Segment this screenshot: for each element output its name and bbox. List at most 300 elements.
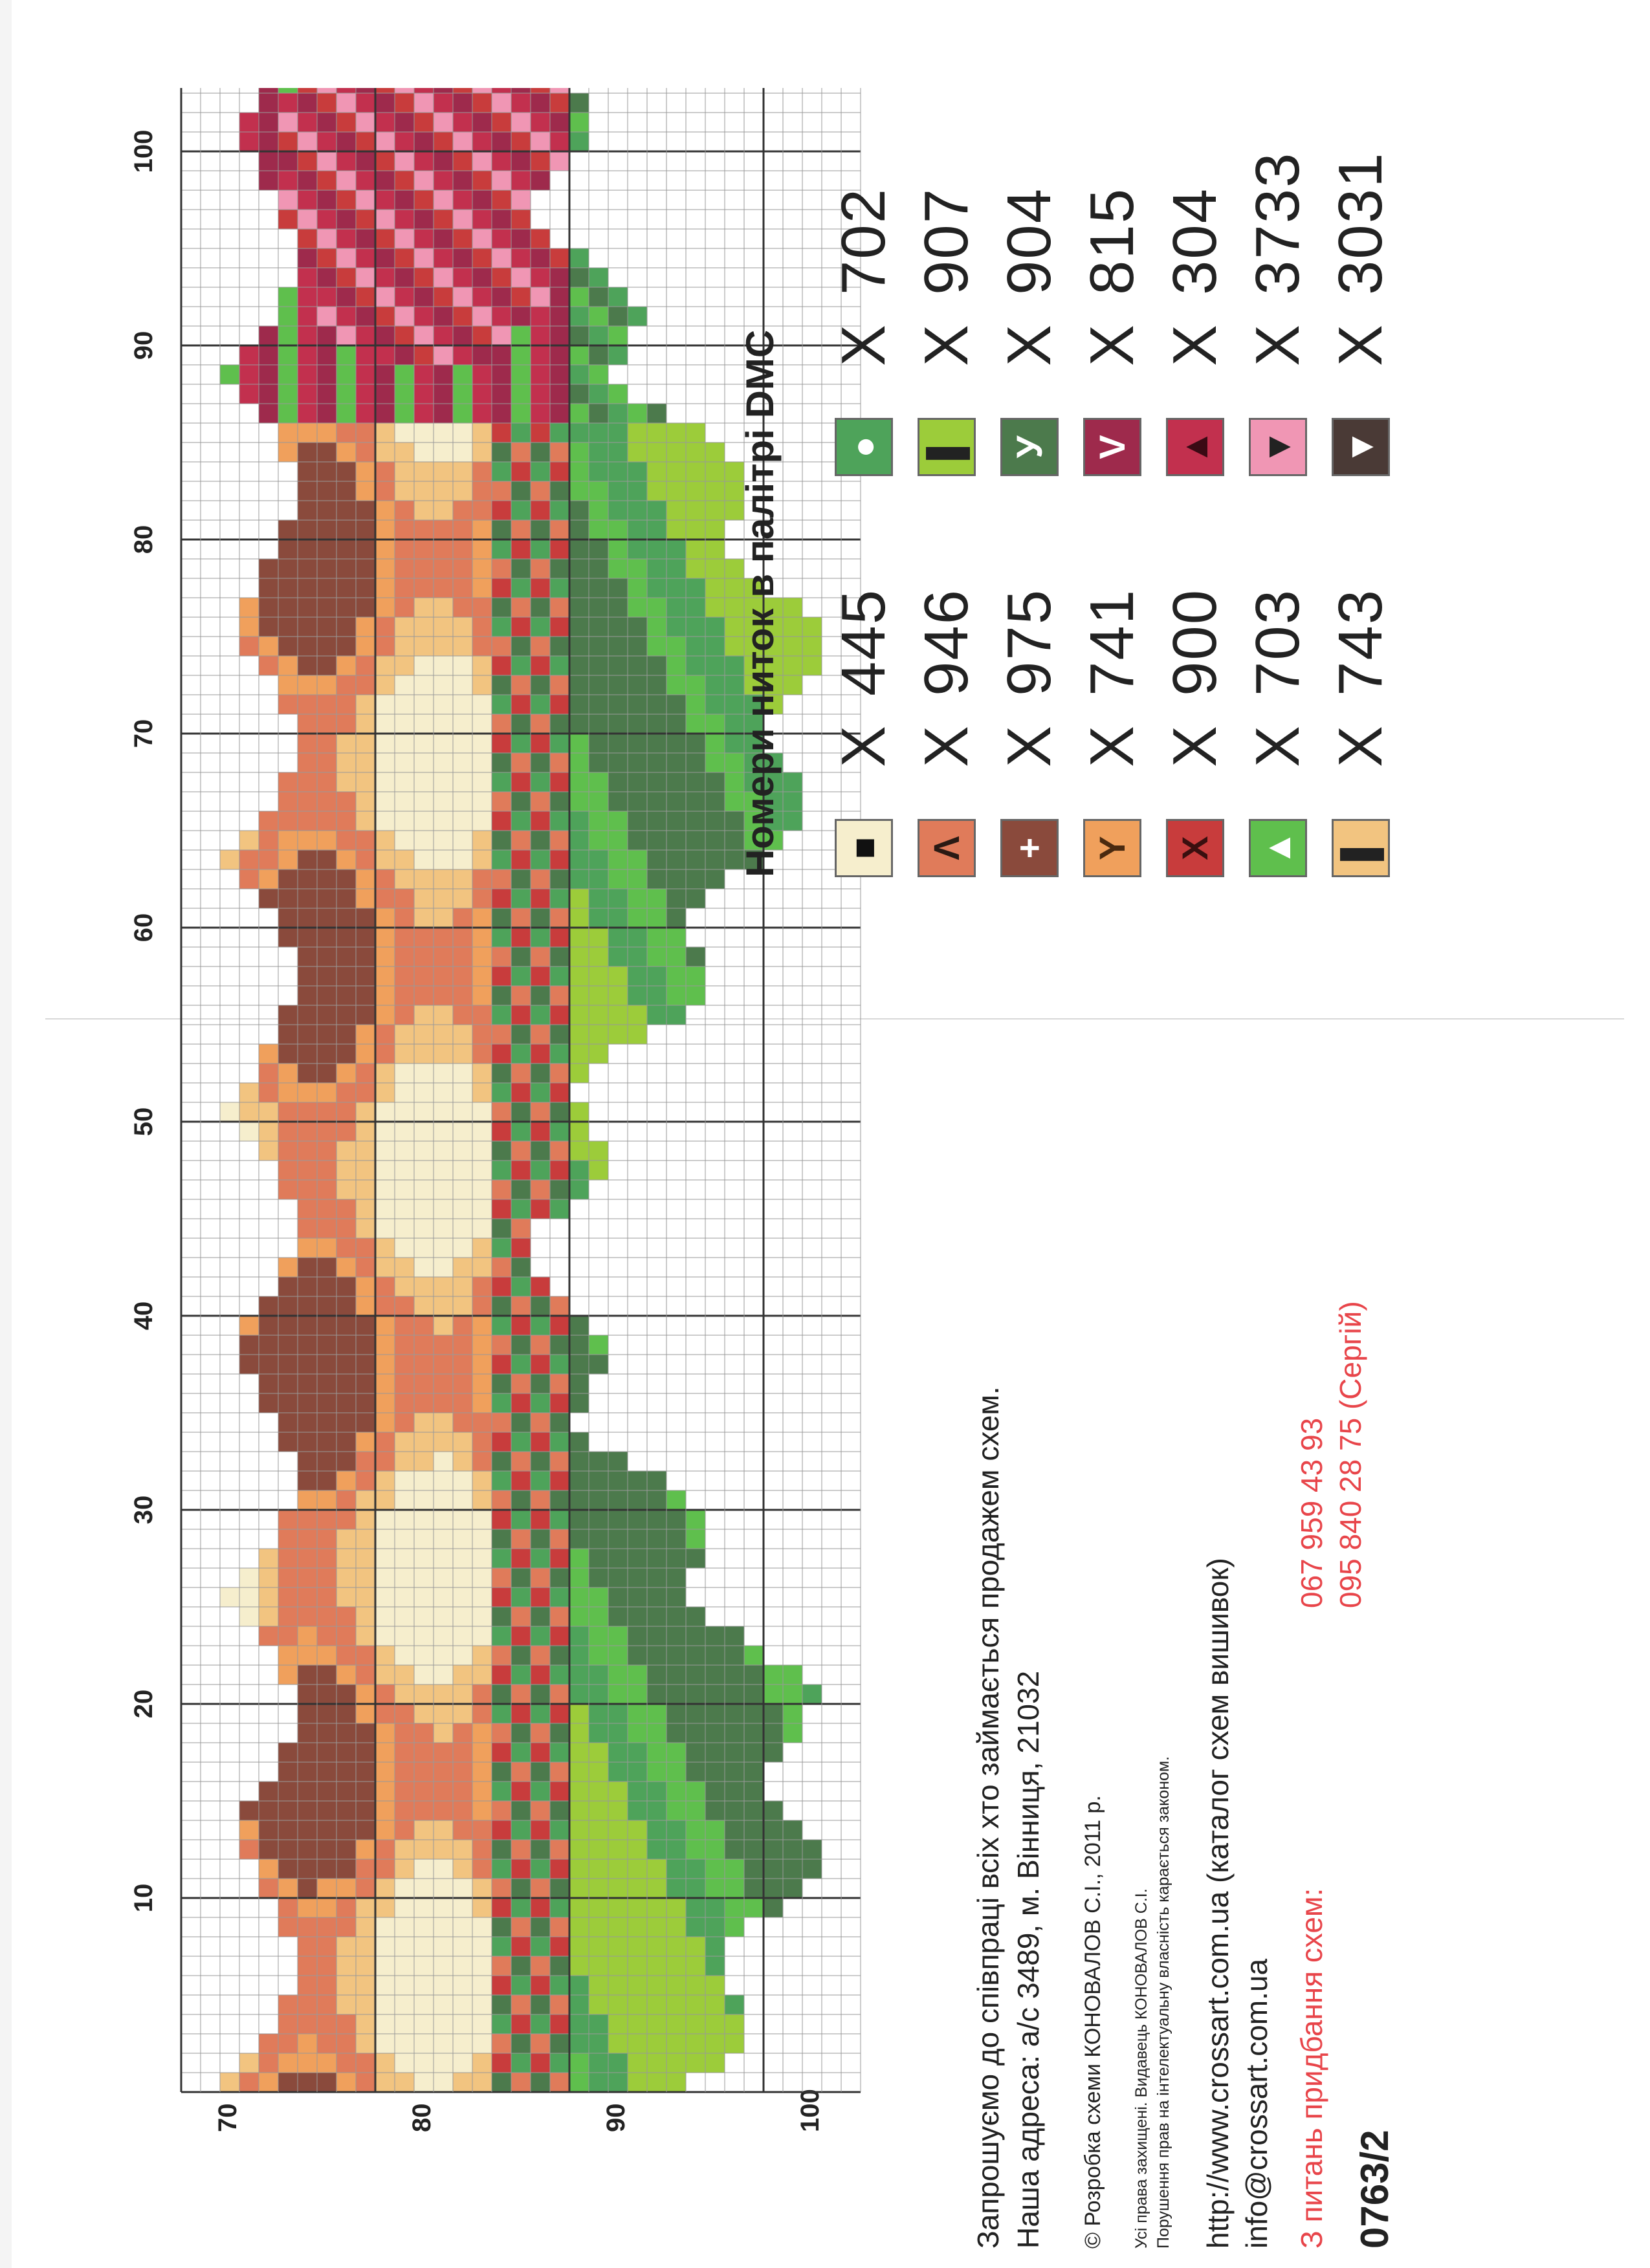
stitch-cell — [569, 792, 589, 811]
stitch-cell — [608, 384, 628, 404]
stitch-cell — [434, 850, 453, 869]
stitch-cell — [414, 889, 434, 908]
stitch-cell — [531, 908, 550, 928]
stitch-cell — [395, 617, 414, 637]
stitch-cell — [550, 1976, 569, 1995]
stitch-cell — [375, 171, 395, 190]
stitch-cell — [744, 1859, 764, 1879]
stitch-cell — [531, 656, 550, 675]
stitch-cell — [511, 1549, 531, 1568]
stitch-cell — [608, 1917, 628, 1937]
stitch-cell — [356, 1510, 375, 1529]
stitch-cell — [259, 2034, 278, 2053]
stitch-cell — [550, 423, 569, 442]
stitch-cell — [492, 326, 511, 345]
stitch-cell — [259, 1549, 278, 1568]
stitch-cell — [666, 1840, 686, 1859]
stitch-cell — [725, 1879, 744, 1898]
stitch-cell — [531, 1743, 550, 1762]
stitch-cell — [608, 1937, 628, 1956]
stitch-cell — [531, 268, 550, 287]
stitch-cell — [589, 1801, 608, 1820]
stitch-cell — [434, 1529, 453, 1549]
stitch-cell — [278, 1820, 298, 1840]
stitch-cell — [511, 1393, 531, 1413]
stitch-cell — [705, 2034, 725, 2053]
stitch-cell — [336, 1801, 356, 1820]
stitch-cell — [336, 578, 356, 598]
stitch-cell — [336, 1122, 356, 1141]
stitch-cell — [375, 190, 395, 210]
stitch-cell — [434, 151, 453, 171]
stitch-cell — [336, 656, 356, 675]
stitch-cell — [453, 578, 472, 598]
stitch-cell — [414, 598, 434, 617]
stitch-cell — [434, 229, 453, 248]
stitch-cell — [375, 481, 395, 501]
stitch-cell — [628, 869, 647, 889]
stitch-cell — [589, 540, 608, 559]
stitch-cell — [472, 1723, 492, 1743]
stitch-cell — [395, 88, 414, 93]
stitch-cell — [356, 656, 375, 675]
stitch-cell — [259, 151, 278, 171]
stitch-cell — [492, 268, 511, 287]
stitch-cell — [531, 792, 550, 811]
stitch-cell — [239, 345, 259, 365]
stitch-cell — [317, 1335, 336, 1355]
stitch-cell — [239, 1820, 259, 1840]
stitch-cell — [375, 1238, 395, 1258]
stitch-cell — [298, 831, 317, 850]
stitch-cell — [298, 1840, 317, 1859]
stitch-cell — [589, 1587, 608, 1607]
stitch-cell — [686, 598, 705, 617]
stitch-cell — [414, 1762, 434, 1782]
stitch-cell — [278, 1005, 298, 1025]
stitch-cell — [472, 675, 492, 695]
stitch-cell — [278, 1801, 298, 1820]
website-link[interactable]: http://www.crossart.com.ua (каталог схем вишивок) — [1201, 1558, 1235, 2249]
stitch-cell — [278, 1122, 298, 1141]
stitch-cell — [492, 171, 511, 190]
column-label-10: 10 — [129, 1883, 158, 1913]
stitch-cell — [608, 2073, 628, 2092]
stitch-cell — [589, 307, 608, 326]
stitch-cell — [453, 1685, 472, 1704]
stitch-cell — [511, 1258, 531, 1277]
stitch-cell — [453, 113, 472, 132]
stitch-cell — [375, 889, 395, 908]
stitch-cell — [395, 869, 414, 889]
stitch-cell — [434, 1782, 453, 1801]
stitch-cell — [628, 307, 647, 326]
stitch-cell — [531, 1277, 550, 1296]
stitch-cell — [550, 1471, 569, 1490]
stitch-cell — [375, 734, 395, 753]
stitch-cell — [259, 1083, 278, 1102]
stitch-cell — [569, 1762, 589, 1782]
stitch-cell — [336, 481, 356, 501]
stitch-cell — [298, 1316, 317, 1335]
stitch-cell — [550, 1820, 569, 1840]
stitch-cell — [472, 1044, 492, 1063]
stitch-cell — [492, 2073, 511, 2092]
stitch-cell — [511, 423, 531, 442]
stitch-cell — [453, 1879, 472, 1898]
stitch-cell — [356, 1219, 375, 1238]
stitch-cell — [608, 326, 628, 345]
stitch-cell — [375, 1568, 395, 1587]
stitch-cell — [550, 1840, 569, 1859]
stitch-cell — [298, 1044, 317, 1063]
stitch-cell — [278, 1258, 298, 1277]
stitch-cell — [356, 1956, 375, 1976]
stitch-cell — [298, 947, 317, 966]
stitch-cell — [317, 637, 336, 656]
stitch-cell — [356, 1898, 375, 1917]
stitch-cell — [705, 462, 725, 481]
stitch-cell — [589, 772, 608, 792]
stitch-cell — [298, 1122, 317, 1141]
stitch-cell — [414, 1005, 434, 1025]
stitch-cell — [472, 1452, 492, 1471]
stitch-cell — [278, 345, 298, 365]
stitch-cell — [395, 1199, 414, 1219]
stitch-cell — [259, 326, 278, 345]
stitch-cell — [472, 287, 492, 307]
stitch-cell — [647, 617, 666, 637]
stitch-cell — [453, 559, 472, 578]
stitch-cell — [569, 598, 589, 617]
stitch-cell — [336, 132, 356, 151]
stitch-cell — [298, 1646, 317, 1665]
stitch-cell — [395, 1685, 414, 1704]
stitch-cell — [608, 656, 628, 675]
stitch-cell — [434, 675, 453, 695]
column-label-40: 40 — [129, 1301, 158, 1331]
stitch-cell — [434, 113, 453, 132]
stitch-cell — [608, 675, 628, 695]
stitch-cell — [686, 966, 705, 986]
stitch-cell — [336, 1898, 356, 1917]
stitch-cell — [589, 1510, 608, 1529]
stitch-cell — [531, 1723, 550, 1743]
stitch-cell — [375, 1102, 395, 1122]
stitch-cell — [298, 287, 317, 307]
stitch-cell — [492, 831, 511, 850]
stitch-cell — [628, 578, 647, 598]
stitch-cell — [336, 1762, 356, 1782]
stitch-cell — [608, 1859, 628, 1879]
stitch-cell — [434, 617, 453, 637]
stitch-cell — [511, 540, 531, 559]
stitch-cell — [278, 850, 298, 869]
stitch-cell — [336, 423, 356, 442]
stitch-cell — [628, 442, 647, 462]
stitch-cell — [453, 1432, 472, 1452]
stitch-cell — [531, 617, 550, 637]
stitch-cell — [511, 986, 531, 1005]
stitch-cell — [569, 1490, 589, 1510]
stitch-cell — [783, 1859, 802, 1879]
address-text: Наша адреса: а/с 3489, м. Вінниця, 21032 — [1011, 1670, 1045, 2249]
stitch-cell — [569, 1549, 589, 1568]
email-link[interactable]: info@crossart.com.ua — [1240, 1958, 1273, 2249]
stitch-cell — [395, 1917, 414, 1937]
stitch-cell — [375, 423, 395, 442]
stitch-cell — [434, 1296, 453, 1316]
stitch-cell — [375, 1005, 395, 1025]
stitch-cell — [336, 1859, 356, 1879]
stitch-cell — [414, 287, 434, 307]
stitch-cell — [608, 442, 628, 462]
stitch-cell — [220, 850, 239, 869]
stitch-cell — [356, 1607, 375, 1626]
stitch-cell — [375, 1355, 395, 1374]
stitch-cell — [550, 753, 569, 772]
stitch-cell — [356, 714, 375, 734]
stitch-cell — [686, 1665, 705, 1685]
stitch-cell — [336, 384, 356, 404]
stitch-cell — [395, 1180, 414, 1199]
stitch-cell — [278, 1393, 298, 1413]
stitch-cell — [414, 1665, 434, 1685]
stitch-cell — [298, 1490, 317, 1510]
stitch-cell — [317, 1723, 336, 1743]
stitch-cell — [336, 520, 356, 540]
stitch-cell — [375, 772, 395, 792]
stitch-cell — [317, 734, 336, 753]
stitch-cell — [550, 1859, 569, 1879]
stitch-cell — [647, 1685, 666, 1704]
stitch-cell — [608, 714, 628, 734]
stitch-cell — [569, 986, 589, 1005]
stitch-cell — [259, 1879, 278, 1898]
stitch-cell — [298, 1277, 317, 1296]
stitch-cell — [550, 1335, 569, 1355]
stitch-cell — [472, 695, 492, 714]
stitch-cell — [608, 598, 628, 617]
stitch-cell — [453, 1374, 472, 1393]
stitch-cell — [472, 462, 492, 481]
stitch-cell — [259, 656, 278, 675]
stitch-cell — [298, 345, 317, 365]
stitch-cell — [278, 1665, 298, 1685]
stitch-cell — [356, 2073, 375, 2092]
stitch-cell — [414, 1238, 434, 1258]
stitch-cell — [356, 93, 375, 113]
stitch-cell — [569, 1801, 589, 1820]
stitch-cell — [511, 850, 531, 869]
stitch-cell — [317, 598, 336, 617]
stitch-cell — [453, 1937, 472, 1956]
stitch-cell — [783, 1840, 802, 1859]
stitch-cell — [414, 966, 434, 986]
stitch-cell — [569, 1723, 589, 1743]
stitch-cell — [589, 889, 608, 908]
stitch-cell — [647, 1471, 666, 1490]
stitch-cell — [336, 1685, 356, 1704]
stitch-cell — [666, 1723, 686, 1743]
stitch-cell — [647, 1956, 666, 1976]
stitch-cell — [550, 1665, 569, 1685]
stitch-cell — [356, 966, 375, 986]
stitch-cell — [511, 1859, 531, 1879]
stitch-cell — [395, 1704, 414, 1723]
stitch-cell — [569, 442, 589, 462]
stitch-cell — [705, 734, 725, 753]
stitch-cell — [647, 908, 666, 928]
stitch-cell — [414, 1995, 434, 2014]
stitch-cell — [453, 1549, 472, 1568]
stitch-cell — [511, 1568, 531, 1587]
stitch-cell — [686, 1801, 705, 1820]
stitch-cell — [375, 1219, 395, 1238]
stitch-cell — [589, 637, 608, 656]
stitch-cell — [783, 1685, 802, 1704]
column-label-20: 20 — [129, 1689, 158, 1719]
stitch-cell — [336, 2073, 356, 2092]
stitch-cell — [764, 1743, 783, 1762]
stitch-cell — [317, 1083, 336, 1102]
stitch-cell — [472, 1937, 492, 1956]
stitch-cell — [434, 365, 453, 384]
stitch-cell — [453, 966, 472, 986]
stitch-cell — [375, 462, 395, 481]
legend-item — [911, 515, 994, 877]
stitch-cell — [628, 811, 647, 831]
stitch-cell — [569, 966, 589, 986]
stitch-cell — [492, 1898, 511, 1917]
stitch-cell — [356, 345, 375, 365]
stitch-cell — [298, 1995, 317, 2014]
stitch-cell — [628, 1471, 647, 1490]
stitch-cell — [531, 462, 550, 481]
stitch-cell — [628, 1937, 647, 1956]
stitch-cell — [356, 151, 375, 171]
stitch-cell — [395, 986, 414, 1005]
stitch-cell — [589, 1743, 608, 1762]
stitch-cell — [298, 132, 317, 151]
stitch-cell — [356, 481, 375, 501]
stitch-cell — [336, 345, 356, 365]
stitch-cell — [317, 617, 336, 637]
stitch-cell — [278, 1025, 298, 1044]
stitch-cell — [375, 831, 395, 850]
stitch-cell — [395, 966, 414, 986]
stitch-cell — [511, 1180, 531, 1199]
stitch-cell — [666, 966, 686, 986]
stitch-cell — [395, 1937, 414, 1956]
stitch-cell — [434, 1122, 453, 1141]
stitch-cell — [531, 1568, 550, 1587]
stitch-cell — [434, 268, 453, 287]
stitch-cell — [414, 1568, 434, 1587]
stitch-cell — [569, 365, 589, 384]
stitch-cell — [453, 1607, 472, 1626]
stitch-cell — [434, 1879, 453, 1898]
stitch-cell — [356, 1743, 375, 1762]
stitch-cell — [375, 268, 395, 287]
stitch-cell — [686, 831, 705, 850]
stitch-cell — [569, 1529, 589, 1549]
stitch-cell — [453, 1277, 472, 1296]
stitch-cell — [686, 675, 705, 695]
stitch-cell — [453, 229, 472, 248]
stitch-cell — [336, 1510, 356, 1529]
stitch-cell — [414, 190, 434, 210]
stitch-cell — [336, 2014, 356, 2034]
stitch-cell — [589, 1976, 608, 1995]
legend-item — [994, 515, 1077, 877]
stitch-cell — [298, 1005, 317, 1025]
stitch-cell — [356, 1704, 375, 1723]
stitch-cell — [589, 1044, 608, 1063]
stitch-cell — [317, 1762, 336, 1782]
stitch-cell — [356, 559, 375, 578]
stitch-cell — [511, 1490, 531, 1510]
stitch-cell — [434, 384, 453, 404]
stitch-cell — [395, 714, 414, 734]
stitch-cell — [395, 675, 414, 695]
stitch-cell — [608, 404, 628, 423]
stitch-cell — [647, 928, 666, 947]
stitch-cell — [336, 326, 356, 345]
stitch-cell — [705, 501, 725, 520]
stitch-cell — [492, 1335, 511, 1355]
stitch-cell — [414, 520, 434, 540]
stitch-cell — [453, 1025, 472, 1044]
stitch-cell — [395, 2034, 414, 2053]
stitch-cell — [550, 947, 569, 966]
stitch-cell — [278, 520, 298, 540]
cross-stitch-mark: X — [995, 725, 1064, 767]
stitch-cell — [453, 753, 472, 772]
stitch-cell — [395, 1296, 414, 1316]
stitch-cell — [569, 1646, 589, 1665]
stitch-cell — [569, 1685, 589, 1704]
stitch-cell — [317, 1937, 336, 1956]
stitch-cell — [628, 1646, 647, 1665]
stitch-cell — [434, 1840, 453, 1859]
stitch-cell — [298, 1199, 317, 1219]
stitch-cell — [317, 326, 336, 345]
stitch-cell — [375, 1607, 395, 1626]
stitch-cell — [666, 1607, 686, 1626]
stitch-cell — [375, 2034, 395, 2053]
stitch-cell — [414, 1141, 434, 1161]
stitch-cell — [375, 1199, 395, 1219]
stitch-cell — [336, 1393, 356, 1413]
stitch-cell — [569, 1879, 589, 1898]
stitch-cell — [395, 1549, 414, 1568]
legend-item — [994, 114, 1077, 476]
stitch-cell — [239, 1587, 259, 1607]
stitch-cell — [589, 1549, 608, 1568]
stitch-cell — [550, 1510, 569, 1529]
stitch-cell — [511, 1762, 531, 1782]
stitch-cell — [317, 908, 336, 928]
stitch-cell — [375, 1490, 395, 1510]
stitch-cell — [492, 1316, 511, 1335]
stitch-cell — [434, 1413, 453, 1432]
stitch-cell — [783, 1665, 802, 1685]
stitch-cell — [375, 1898, 395, 1917]
stitch-cell — [608, 540, 628, 559]
stitch-cell — [511, 598, 531, 617]
stitch-cell — [395, 1626, 414, 1646]
